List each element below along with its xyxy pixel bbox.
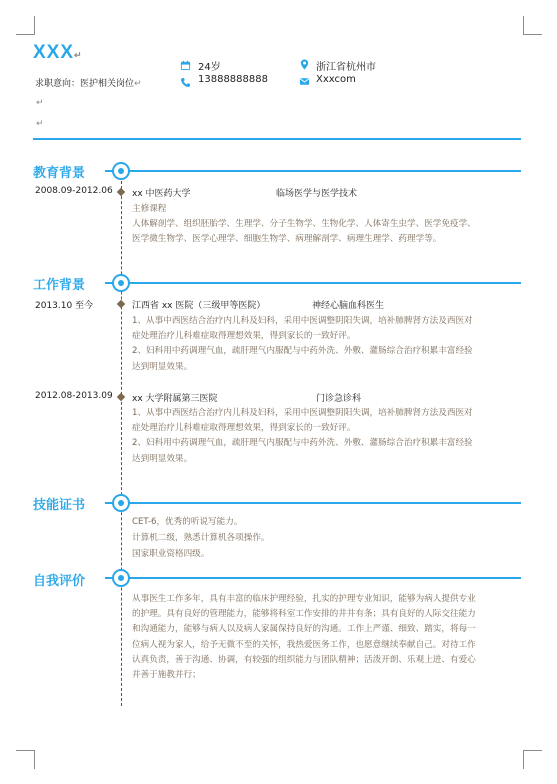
section-circle-education — [112, 162, 130, 180]
self-evaluation-text — [132, 592, 476, 683]
education-date: 2008.09-2012.06 — [35, 186, 113, 196]
paragraph-mark: ↵ — [134, 79, 142, 89]
self-evaluation-line: 认真负责，善于沟通、协调，有较强的组织能力与团队精神；活泼开朗、乐观上进、有爱心 — [132, 654, 476, 665]
job-intent-value: 医护相关岗位 — [80, 79, 135, 89]
job-intent-label: 求职意向： — [35, 79, 81, 89]
courses-line: 人体解剖学、组织胚胎学、生理学、分子生物学、生物化学、人体寄生虫学、医学免疫学、 — [132, 219, 476, 230]
job2-date: 2012.08-2013.09 — [35, 391, 113, 401]
section-rule-skills — [105, 502, 521, 504]
job2-line: 达到明显效果。 — [132, 453, 193, 464]
education-courses — [132, 202, 476, 248]
job2-organization: xx 大学附属第三医院 — [132, 394, 218, 404]
job1-line: 症处理治疗儿科难症取得理想效果，得到家长的一致好评。 — [132, 331, 356, 342]
timeline-diamond — [117, 393, 125, 401]
email: Xxxcom — [316, 74, 356, 85]
self-evaluation-line: 从事医生工作多年，具有丰富的临床护理经验，扎实的护理专业知识，能够为病人提供专业 — [132, 594, 476, 604]
section-circle-skills — [112, 494, 130, 512]
corner-mark-top-left — [16, 16, 35, 35]
skill-item: 计算机二级，熟悉计算机各项操作。 — [132, 533, 270, 543]
paragraph-mark: ↵ — [74, 50, 83, 60]
courses-label: 主修课程 — [132, 204, 167, 214]
job-intent — [35, 76, 142, 89]
timeline-line — [121, 176, 122, 706]
phone-icon — [180, 77, 191, 88]
section-rule-education — [105, 170, 521, 172]
job1-organization: 江西省 xx 医院（三级甲等医院） — [132, 301, 266, 311]
section-circle-self-evaluation — [112, 569, 130, 587]
location: 浙江省杭州市 — [316, 62, 376, 73]
header-divider — [33, 138, 521, 140]
phone-number: 13888888888 — [198, 74, 268, 85]
courses-line: 医学微生物学、医学心理学、细胞生物学、病理解剖学、病理生理学、药理学等。 — [132, 234, 442, 245]
skill-item: CET-6，优秀的听说写能力。 — [132, 517, 243, 527]
timeline-diamond — [117, 188, 125, 196]
job2-description — [132, 406, 473, 467]
self-evaluation-line: 并善于施教并行； — [132, 670, 201, 681]
skill-item: 国家职业资格四级。 — [132, 549, 210, 559]
section-title-education: 教育背景 — [33, 166, 86, 181]
age: 24岁 — [198, 62, 221, 73]
job1-line: 1、从事中西医结合治疗内儿科及妇科，采用中医调整阴阳失调，培补肺脾肾方法及西医对 — [132, 316, 473, 326]
self-evaluation-line: 和沟通能力，能够与病人以及病人家属保持良好的沟通。工作上严谨、细致、踏实，将每一 — [132, 624, 476, 635]
location-pin-icon — [299, 59, 310, 70]
job2-department: 门诊急诊科 — [316, 394, 362, 404]
paragraph-mark: ↵ — [36, 119, 44, 129]
job2-line: 症处理治疗儿科难症取得理想效果，得到家长的一致好评。 — [132, 423, 356, 434]
job1-line: 达到明显效果。 — [132, 361, 193, 372]
section-circle-work — [112, 274, 130, 292]
education-school: xx 中医药大学 — [132, 189, 191, 199]
job2-line: 1、从事中西医结合治疗内儿科及妇科，采用中医调整阴阳失调，培补肺脾肾方法及西医对 — [132, 408, 473, 418]
mail-icon — [299, 76, 310, 87]
section-rule-self-evaluation — [105, 577, 521, 579]
timeline-diamond — [117, 300, 125, 308]
corner-mark-bottom-left — [16, 750, 35, 769]
job1-date: 2013.10 至今 — [35, 301, 94, 311]
candidate-name-text: XXX — [33, 42, 75, 63]
job1-description — [132, 314, 473, 375]
section-rule-work — [105, 282, 521, 284]
skills-list — [132, 514, 270, 562]
section-title-self-evaluation: 自我评价 — [33, 574, 86, 589]
calendar-icon — [180, 60, 191, 71]
job1-line: 2、妇科用中药调理气血，疏肝理气内服配与中药外洗、外敷、灌肠综合治疗积累丰富经验 — [132, 346, 473, 357]
job2-line: 2、妇科用中药调理气血，疏肝理气内服配与中药外洗、外敷、灌肠综合治疗积累丰富经验 — [132, 438, 473, 449]
candidate-name — [33, 42, 83, 64]
paragraph-mark: ↵ — [36, 98, 44, 108]
self-evaluation-line: 的护理。具有良好的管理能力，能够将科室工作安排的井井有条；具有良好的人际交往能力 — [132, 609, 476, 620]
education-major: 临场医学与医学技术 — [276, 189, 358, 199]
corner-mark-bottom-right — [523, 750, 542, 769]
section-title-work: 工作背景 — [33, 278, 86, 293]
section-title-skills: 技能证书 — [33, 498, 86, 513]
self-evaluation-line: 位病人视为家人，给予无微不至的关怀，我热爱医务工作，也愿意继续奉献自己。对待工作 — [132, 639, 476, 650]
corner-mark-top-right — [523, 16, 542, 35]
job1-department: 神经心脑血科医生 — [312, 301, 385, 311]
